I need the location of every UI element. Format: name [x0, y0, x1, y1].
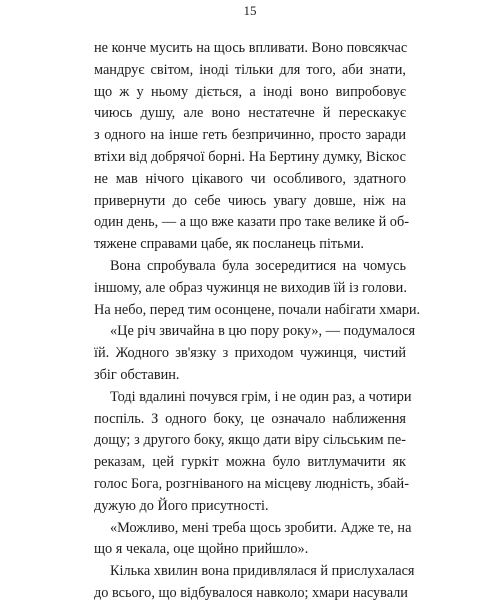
text-line: Кілька хвилин вона придивлялася й прислухалася — [110, 563, 415, 580]
text-line: що я чекала, оце щойно прийшло». — [94, 541, 309, 558]
text-line: мандрує світом, іноді тільки для того, аби знати, — [94, 61, 406, 78]
text-line: тяжене справами цабе, як посланець пітьми. — [94, 236, 364, 253]
text-line: втіхи від добрячої борні. На Бертину думку, Віскос — [94, 148, 406, 165]
text-line: реказам, цей гуркіт можна було витлумачити як — [94, 454, 406, 471]
text-line: «Це річ звичайна в цю пору року», — подумалося — [110, 323, 416, 340]
text-line: Тоді вдалині почувся грім, і не один раз, а чотири — [110, 388, 412, 405]
text-line: На небо, перед тим осонцене, почали набігати хмари. — [94, 301, 421, 318]
body-text — [94, 38, 421, 605]
text-line: «Можливо, мені треба щось зробити. Адже те, на — [110, 519, 412, 536]
text-line: дощу; з другого боку, якщо дати віру сільським пе- — [94, 432, 406, 449]
text-line: чиюсь душу, але воно нестатечне й перескакує — [94, 105, 406, 122]
text-line: голос Бога, розгніваного на місцеву людність, збай- — [94, 475, 409, 492]
text-line: дужую до Його присутності. — [94, 497, 269, 514]
text-line: привернути до себе чиюсь увагу довше, ніж на — [94, 192, 406, 209]
text-line: іншому, але образ чужинця не виходив їй із голови. — [94, 279, 407, 296]
page-number: 15 — [243, 3, 257, 18]
text-line: їй. Жодного зв'язку з приходом чужинця, чистий — [94, 345, 406, 362]
text-line: з одного на інше геть безпричинно, просто заради — [94, 127, 406, 144]
text-line: поспіль. З одного боку, це означало наближення — [94, 410, 406, 427]
text-line: не мав нічого цікавого чи особливого, здатного — [94, 170, 406, 187]
text-line: не конче мусить на щось впливати. Воно повсякчас — [94, 40, 408, 56]
text-line: Вона спробувала була зосередитися на чомусь — [110, 257, 406, 274]
text-line: що ж у ньому діється, а іноді воно випробовує — [94, 83, 406, 100]
text-line: збіг обставин. — [94, 366, 180, 383]
text-line: до всього, що відбувалося навколо; хмари насували — [94, 584, 408, 601]
text-line: один день, — а що вже казати про таке велике й об- — [94, 214, 409, 231]
